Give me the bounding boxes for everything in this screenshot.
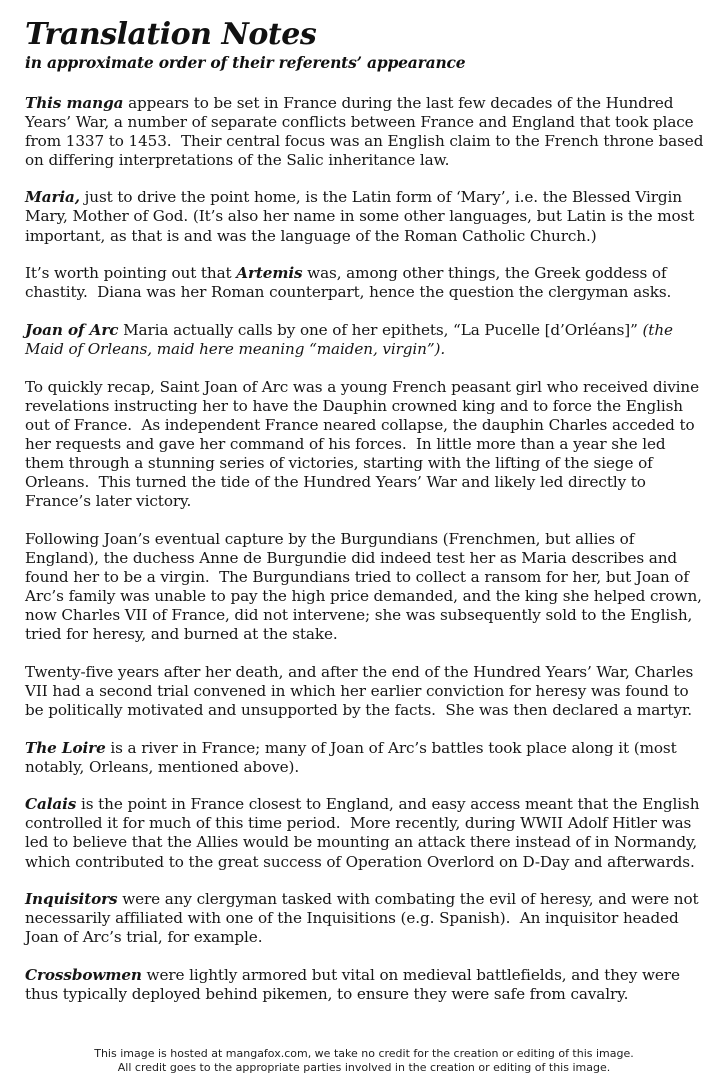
note-lead: Crossbowmen <box>25 965 142 984</box>
note-lead: The Loire <box>25 738 106 757</box>
note-paragraph-the-loire <box>25 739 704 777</box>
hosting-disclaimer <box>0 1045 728 1084</box>
note-text: To quickly recap, Saint Joan of Arc was a young French peasant girl who received divine revelations instructing her to have the Dauphin crowned king and to force the English out of France. As independent France neared collapse, the dauphin Charles acceded to her requests and gave her command of his forces. In little more than a year she led them through a stunning series of victories, starting with the lifting of the siege of Orleans. This turned the tide of the Hundred Years’ War and likely led directly to France’s later victory. <box>25 377 700 511</box>
note-paragraph-inquisitors <box>25 890 704 947</box>
note-lead: Joan of Arc <box>25 320 119 339</box>
note-text: is a river in France; many of Joan of Arc’s battles took place along it (most notably, Orleans, mentioned above). <box>25 738 677 776</box>
note-lead: Inquisitors <box>25 890 118 909</box>
note-text: appears to be set in France during the last few decades of the Hundred Years’ War, a number of separate conflicts between France and England that took place from 1337 to 1453. Their central focus was an English claim to the French throne based on differing interpretations of the Salic inheritance law. <box>25 93 704 169</box>
page-title: Translation Notes <box>25 17 317 52</box>
note-paragraph-retrial <box>25 663 704 720</box>
hosting-disclaimer-line1: This image is hosted at mangafox.com, we take no credit for the creation or editing of this image. <box>94 1047 634 1060</box>
note-text-italic: (the Maid of Orleans, maid here meaning “maiden, virgin”). <box>25 320 673 358</box>
note-lead: Maria, <box>25 188 80 207</box>
note-lead: Calais <box>25 795 77 814</box>
hosting-disclaimer-line2: All credit goes to the appropriate parties involved in the creation or editing of this image. <box>117 1061 611 1074</box>
note-paragraph-artemis <box>25 264 704 302</box>
note-paragraph-joan-recap <box>25 378 704 512</box>
note-text: Maria actually calls by one of her epithets, “La Pucelle [d’Orléans]” <box>118 320 643 339</box>
note-lead: Artemis <box>236 264 303 283</box>
note-paragraph-calais <box>25 795 704 871</box>
notes-body <box>25 94 704 1005</box>
note-paragraph-crossbowmen <box>25 966 704 1004</box>
note-paragraph-joan-of-arc <box>25 321 704 359</box>
note-text: was, among other things, the Greek goddess of chastity. Diana was her Roman counterpart, hence the question the clergyman asks. <box>25 264 672 302</box>
note-paragraph-capture <box>25 530 704 645</box>
note-text: It’s worth pointing out that <box>25 264 237 283</box>
note-text: is the point in France closest to England, and easy access meant that the English controlled it for much of this time period. More recently, during WWII Adolf Hitler was led to believe that the Allies would be mounting an attack there instead of in Normandy, which contributed to the great success of Operation Overlord on D-Day and afterwards. <box>25 795 700 871</box>
note-text: Following Joan’s eventual capture by the Burgundians (Frenchmen, but allies of England), the duchess Anne de Burgundie did indeed test her as Maria describes and found her to be a virgin. The Burgundians tried to collect a ransom for her, but Joan of Arc’s family was unable to pay the high price demanded, and the king she helped crown, now Charles VII of France, did not intervene; she was subsequently sold to the English, tried for heresy, and burned at the stake. <box>25 529 702 644</box>
page-subtitle: in approximate order of their referents’ appearance <box>25 52 466 72</box>
note-lead: This manga <box>25 93 124 112</box>
note-text: were lightly armored but vital on medieval battlefields, and they were thus typically deployed behind pikemen, to ensure they were safe from cavalry. <box>25 965 680 1003</box>
note-paragraph-this-manga <box>25 94 704 170</box>
note-paragraph-maria <box>25 188 704 245</box>
note-text: Twenty-five years after her death, and after the end of the Hundred Years’ War, Charles VII had a second trial convened in which her earlier conviction for heresy was found to be politically motivated and unsupported by the facts. She was then declared a martyr. <box>25 662 694 719</box>
note-text: were any clergyman tasked with combating the evil of heresy, and were not necessarily affiliated with one of the Inquisitions (e.g. Spanish). An inquisitor headed Joan of Arc’s trial, for example. <box>25 890 699 947</box>
note-text: just to drive the point home, is the Latin form of ‘Mary’, i.e. the Blessed Virgin Mary, Mother of God. (It’s also her name in some other languages, but Latin is the most important, as that is and was the language of the Roman Catholic Church.) <box>25 188 695 245</box>
